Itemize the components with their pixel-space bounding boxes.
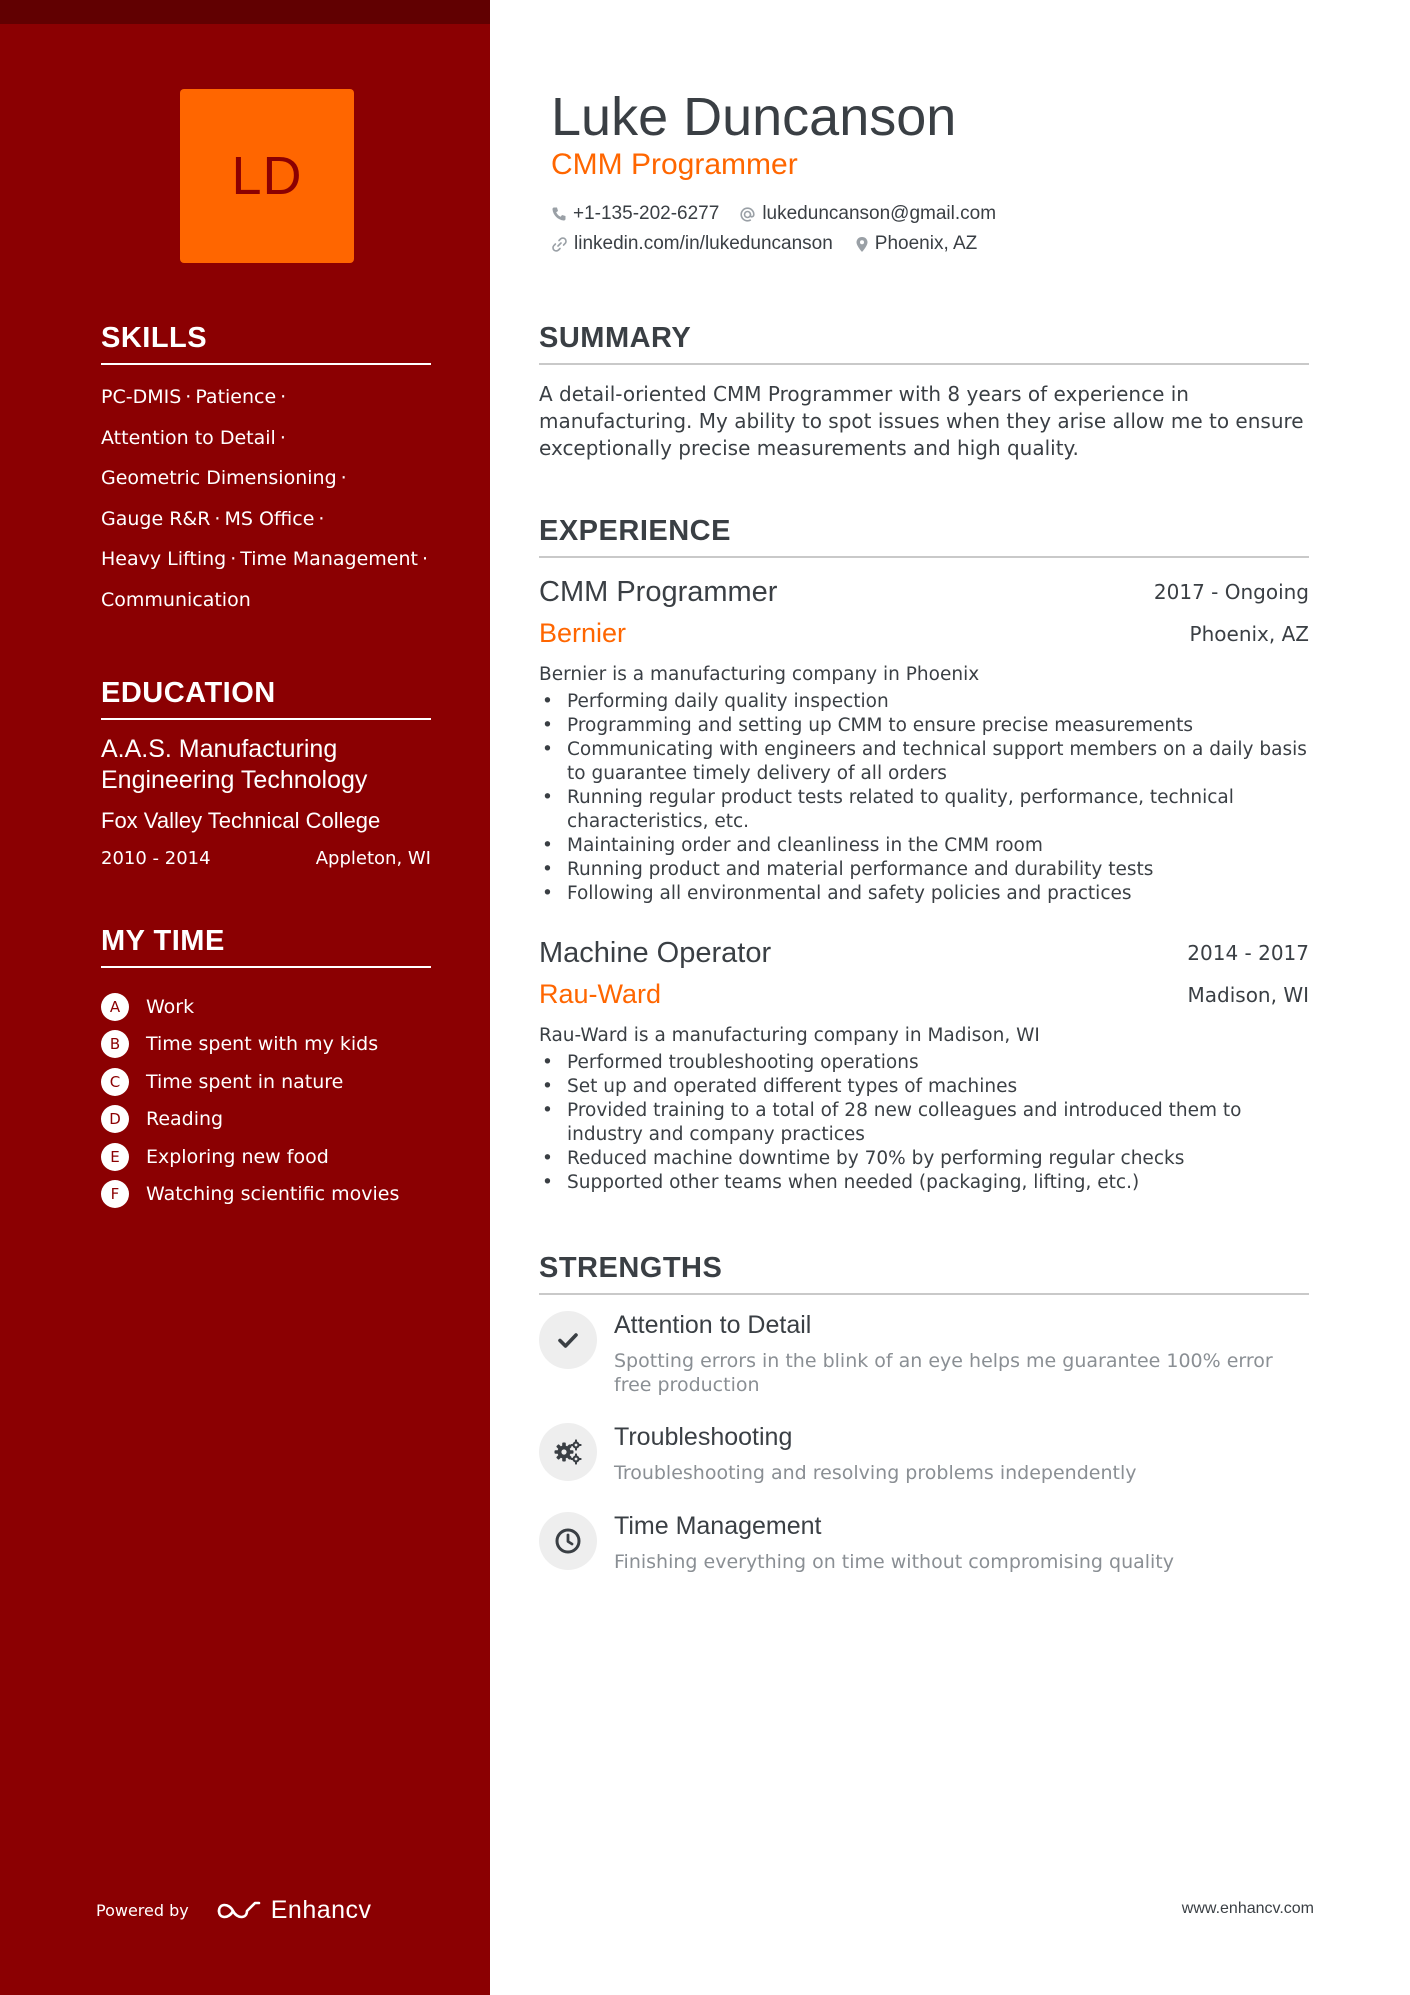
job-bullet: • Running regular product tests related to quality, performance, technical characteristics, etc.	[539, 786, 1309, 834]
summary-title: SUMMARY	[539, 322, 1309, 365]
my-time-label: Watching scientific movies	[146, 1183, 400, 1206]
strength-title: Time Management	[614, 1512, 822, 1540]
job-bullets	[539, 690, 1309, 906]
education-degree: A.A.S. Manufacturing Engineering Technology	[101, 735, 368, 794]
my-time-item	[101, 1176, 431, 1214]
contact-phone[interactable]	[551, 203, 719, 225]
at-icon	[739, 206, 756, 223]
job-bullet: • Performing daily quality inspection	[539, 690, 1309, 714]
contact-location	[855, 233, 977, 255]
clock-icon	[554, 1527, 582, 1555]
my-time-badge: B	[101, 1030, 129, 1058]
skill-item: Geometric Dimensioning	[101, 467, 337, 489]
job-bullet: • Communicating with engineers and technical support members on a daily basis to guarantee timely delivery of all orders	[539, 738, 1309, 786]
skills-list	[101, 377, 431, 620]
my-time-label: Exploring new food	[146, 1145, 329, 1168]
job-bullet: • Reduced machine downtime by 70% by performing regular checks	[539, 1147, 1309, 1171]
skill-item: Gauge R&R	[101, 507, 211, 530]
job-company: Rau-Ward	[539, 979, 662, 1009]
job-company: Bernier	[539, 618, 627, 648]
skills-title: SKILLS	[101, 322, 431, 365]
education-school: Fox Valley Technical College	[101, 808, 381, 833]
skill-line	[101, 539, 431, 580]
skill-item: MS Office	[224, 507, 315, 530]
sidebar	[0, 0, 490, 1995]
candidate-role: CMM Programmer	[551, 148, 798, 181]
gears-icon	[553, 1437, 583, 1467]
job-bullet: • Performed troubleshooting operations	[539, 1051, 1309, 1075]
skill-separator: ·	[421, 548, 428, 570]
job-bullet: • Maintaining order and cleanliness in the CMM room	[539, 834, 1309, 858]
checkmark-icon	[556, 1328, 580, 1352]
strength-icon-circle	[539, 1512, 597, 1570]
strength-description: Spotting errors in the blink of an eye helps me guarantee 100% error free production	[614, 1350, 1273, 1396]
powered-by-label: Powered by	[96, 1901, 189, 1920]
avatar	[180, 89, 354, 263]
my-time-label: Time spent in nature	[146, 1070, 344, 1093]
skill-separator: ·	[340, 467, 347, 489]
skill-item: Attention to Detail	[101, 426, 276, 449]
my-time-item	[101, 1101, 431, 1139]
my-time-item	[101, 1063, 431, 1101]
skill-separator: ·	[280, 386, 287, 408]
contact-row-2	[551, 233, 997, 255]
linkedin-text: linkedin.com/in/lukeduncanson	[574, 233, 833, 254]
job-location: Phoenix, AZ	[1189, 622, 1309, 646]
my-time-list	[101, 988, 431, 1213]
job-location: Madison, WI	[1187, 983, 1309, 1007]
phone-text: +1-135-202-6277	[573, 203, 720, 224]
job-title: Machine Operator	[539, 937, 772, 969]
education-meta	[101, 848, 431, 869]
enhancv-brand-name: Enhancv	[270, 1896, 372, 1924]
job-bullet: • Supported other teams when needed (packaging, lifting, etc.)	[539, 1171, 1309, 1195]
my-time-title: MY TIME	[101, 925, 431, 968]
skill-separator: ·	[185, 386, 192, 408]
skill-line	[101, 458, 431, 499]
sidebar-top-bar	[0, 0, 490, 24]
contact-row-1	[551, 203, 1016, 225]
candidate-name: Luke Duncanson	[551, 87, 957, 147]
job-bullet: • Programming and setting up CMM to ensure precise measurements	[539, 714, 1309, 738]
skill-separator: ·	[230, 548, 237, 570]
my-time-item	[101, 1138, 431, 1176]
summary-text: A detail-oriented CMM Programmer with 8 years of experience in manufacturing. My ability to spot issues when they arise allow me to ensure exceptionally precise measurements and high quality.	[539, 382, 1304, 460]
my-time-section	[101, 925, 431, 1213]
job-description: Bernier is a manufacturing company in Phoenix	[539, 664, 980, 685]
job-dates: 2014 - 2017	[1187, 941, 1309, 965]
skill-line	[101, 580, 431, 621]
location-text: Phoenix, AZ	[874, 233, 978, 254]
job-bullets	[539, 1051, 1309, 1195]
avatar-initials: LD	[231, 146, 303, 206]
skill-line	[101, 499, 431, 540]
skill-item: Heavy Lifting	[101, 548, 227, 570]
skills-section	[101, 322, 431, 620]
skill-item: Time Management	[240, 548, 418, 570]
my-time-badge: C	[101, 1068, 129, 1096]
my-time-badge: D	[101, 1105, 129, 1133]
education-location: Appleton, WI	[315, 848, 431, 869]
job-bullet: • Following all environmental and safety policies and practices	[539, 882, 1309, 906]
strengths-title: STRENGTHS	[539, 1252, 1309, 1295]
skill-separator: ·	[318, 507, 325, 530]
education-dates: 2010 - 2014	[101, 848, 211, 869]
education-title: EDUCATION	[101, 677, 431, 720]
my-time-label: Reading	[146, 1108, 224, 1131]
my-time-badge: A	[101, 993, 129, 1021]
strength-description: Finishing everything on time without compromising quality	[614, 1551, 1174, 1573]
enhancv-logo-icon	[215, 1899, 263, 1923]
skill-item: Patience	[195, 386, 277, 408]
my-time-label: Work	[146, 995, 195, 1018]
phone-icon	[551, 206, 567, 222]
enhancv-site-link[interactable]: www.enhancv.com	[1181, 1900, 1314, 1917]
job-bullet: • Running product and material performance and durability tests	[539, 858, 1309, 882]
education-section	[101, 677, 431, 869]
skill-item: PC-DMIS	[101, 386, 182, 408]
my-time-label: Time spent with my kids	[146, 1033, 379, 1056]
contact-email[interactable]	[739, 203, 996, 225]
link-icon	[551, 236, 568, 253]
job-bullet: • Provided training to a total of 28 new colleagues and introduced them to industry and company practices	[539, 1099, 1309, 1147]
my-time-item	[101, 988, 431, 1026]
strength-title: Troubleshooting	[614, 1423, 793, 1451]
strength-icon-circle	[539, 1423, 597, 1481]
strength-description: Troubleshooting and resolving problems independently	[614, 1462, 1137, 1484]
my-time-badge: E	[101, 1143, 129, 1171]
powered-by	[96, 1896, 372, 1925]
experience-title: EXPERIENCE	[539, 515, 1309, 558]
skill-separator: ·	[214, 507, 221, 530]
skill-separator: ·	[279, 426, 286, 449]
email-text: lukeduncanson@gmail.com	[762, 203, 997, 224]
job-bullet: • Set up and operated different types of machines	[539, 1075, 1309, 1099]
skill-line	[101, 418, 431, 459]
job-description: Rau-Ward is a manufacturing company in Madison, WI	[539, 1025, 1040, 1046]
my-time-item	[101, 1026, 431, 1064]
strength-icon-circle	[539, 1311, 597, 1369]
enhancv-logo[interactable]	[215, 1896, 372, 1925]
job-title: CMM Programmer	[539, 576, 778, 608]
strength-title: Attention to Detail	[614, 1311, 812, 1339]
job-dates: 2017 - Ongoing	[1153, 580, 1309, 604]
contact-linkedin[interactable]	[551, 233, 833, 255]
skill-item: Communication	[101, 588, 251, 611]
location-pin-icon	[855, 236, 869, 253]
skill-line	[101, 377, 431, 418]
my-time-badge: F	[101, 1180, 129, 1208]
